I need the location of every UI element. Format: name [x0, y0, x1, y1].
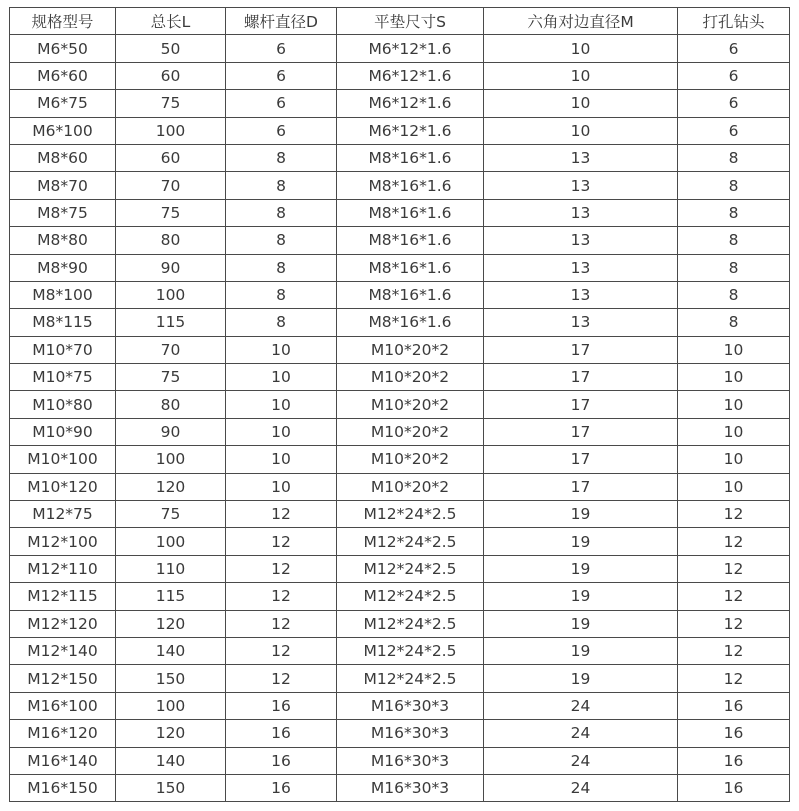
- table-row: [10, 528, 790, 555]
- cell-drill-bit: 6: [678, 62, 790, 89]
- cell-washer-size: M12*24*2.5: [337, 555, 484, 582]
- cell-drill-bit: 12: [678, 501, 790, 528]
- cell-hex-across-flats: 19: [484, 610, 678, 637]
- cell-bolt-diameter: 8: [226, 172, 337, 199]
- table-row: [10, 227, 790, 254]
- table-row: [10, 309, 790, 336]
- cell-model: M10*80: [10, 391, 116, 418]
- table-row: [10, 62, 790, 89]
- cell-bolt-diameter: 8: [226, 309, 337, 336]
- cell-total-length: 150: [116, 774, 226, 801]
- cell-model: M8*90: [10, 254, 116, 281]
- cell-drill-bit: 12: [678, 610, 790, 637]
- cell-total-length: 75: [116, 199, 226, 226]
- cell-washer-size: M16*30*3: [337, 774, 484, 801]
- cell-model: M10*100: [10, 446, 116, 473]
- cell-model: M16*120: [10, 720, 116, 747]
- cell-total-length: 100: [116, 281, 226, 308]
- cell-total-length: 150: [116, 665, 226, 692]
- cell-drill-bit: 8: [678, 227, 790, 254]
- cell-drill-bit: 12: [678, 528, 790, 555]
- cell-hex-across-flats: 10: [484, 117, 678, 144]
- cell-bolt-diameter: 10: [226, 391, 337, 418]
- cell-washer-size: M16*30*3: [337, 747, 484, 774]
- cell-model: M6*60: [10, 62, 116, 89]
- cell-model: M12*115: [10, 583, 116, 610]
- cell-hex-across-flats: 10: [484, 35, 678, 62]
- cell-bolt-diameter: 16: [226, 720, 337, 747]
- cell-drill-bit: 10: [678, 473, 790, 500]
- cell-drill-bit: 12: [678, 637, 790, 664]
- cell-bolt-diameter: 12: [226, 555, 337, 582]
- header-drill-bit: 打孔钻头: [678, 8, 790, 35]
- table-row: [10, 199, 790, 226]
- cell-total-length: 75: [116, 90, 226, 117]
- cell-drill-bit: 16: [678, 720, 790, 747]
- cell-total-length: 115: [116, 309, 226, 336]
- cell-total-length: 80: [116, 391, 226, 418]
- cell-model: M10*120: [10, 473, 116, 500]
- cell-model: M12*150: [10, 665, 116, 692]
- table-row: [10, 446, 790, 473]
- cell-bolt-diameter: 16: [226, 747, 337, 774]
- table-row: [10, 555, 790, 582]
- cell-hex-across-flats: 17: [484, 418, 678, 445]
- cell-washer-size: M8*16*1.6: [337, 199, 484, 226]
- cell-washer-size: M10*20*2: [337, 446, 484, 473]
- cell-model: M12*100: [10, 528, 116, 555]
- cell-hex-across-flats: 24: [484, 692, 678, 719]
- cell-drill-bit: 8: [678, 144, 790, 171]
- cell-washer-size: M10*20*2: [337, 391, 484, 418]
- cell-total-length: 140: [116, 747, 226, 774]
- table-row: [10, 90, 790, 117]
- cell-washer-size: M6*12*1.6: [337, 62, 484, 89]
- cell-bolt-diameter: 6: [226, 35, 337, 62]
- cell-hex-across-flats: 13: [484, 281, 678, 308]
- cell-drill-bit: 8: [678, 199, 790, 226]
- cell-total-length: 80: [116, 227, 226, 254]
- cell-drill-bit: 6: [678, 117, 790, 144]
- header-hex-across-flats: 六角对边直径M: [484, 8, 678, 35]
- cell-hex-across-flats: 13: [484, 254, 678, 281]
- table-row: [10, 35, 790, 62]
- cell-washer-size: M6*12*1.6: [337, 90, 484, 117]
- table-row: [10, 692, 790, 719]
- cell-bolt-diameter: 8: [226, 281, 337, 308]
- cell-bolt-diameter: 16: [226, 692, 337, 719]
- cell-drill-bit: 12: [678, 665, 790, 692]
- cell-total-length: 100: [116, 446, 226, 473]
- cell-bolt-diameter: 10: [226, 418, 337, 445]
- cell-model: M16*150: [10, 774, 116, 801]
- table-row: [10, 583, 790, 610]
- cell-washer-size: M8*16*1.6: [337, 172, 484, 199]
- cell-drill-bit: 8: [678, 254, 790, 281]
- cell-bolt-diameter: 12: [226, 637, 337, 664]
- cell-bolt-diameter: 10: [226, 446, 337, 473]
- table-row: [10, 610, 790, 637]
- cell-total-length: 100: [116, 528, 226, 555]
- cell-model: M8*70: [10, 172, 116, 199]
- cell-hex-across-flats: 24: [484, 747, 678, 774]
- cell-bolt-diameter: 12: [226, 528, 337, 555]
- cell-drill-bit: 10: [678, 336, 790, 363]
- cell-bolt-diameter: 10: [226, 364, 337, 391]
- cell-drill-bit: 8: [678, 172, 790, 199]
- cell-total-length: 140: [116, 637, 226, 664]
- header-total-length: 总长L: [116, 8, 226, 35]
- cell-hex-across-flats: 13: [484, 227, 678, 254]
- cell-model: M6*50: [10, 35, 116, 62]
- cell-washer-size: M12*24*2.5: [337, 528, 484, 555]
- cell-model: M6*75: [10, 90, 116, 117]
- cell-model: M16*100: [10, 692, 116, 719]
- cell-bolt-diameter: 6: [226, 117, 337, 144]
- cell-model: M10*70: [10, 336, 116, 363]
- cell-drill-bit: 8: [678, 281, 790, 308]
- cell-drill-bit: 16: [678, 774, 790, 801]
- cell-washer-size: M12*24*2.5: [337, 665, 484, 692]
- table-body: [10, 35, 790, 802]
- cell-total-length: 90: [116, 418, 226, 445]
- table-row: [10, 281, 790, 308]
- cell-drill-bit: 10: [678, 446, 790, 473]
- cell-drill-bit: 16: [678, 692, 790, 719]
- cell-total-length: 70: [116, 172, 226, 199]
- cell-drill-bit: 12: [678, 555, 790, 582]
- cell-washer-size: M6*12*1.6: [337, 35, 484, 62]
- table-row: [10, 144, 790, 171]
- cell-hex-across-flats: 13: [484, 172, 678, 199]
- table-row: [10, 336, 790, 363]
- cell-bolt-diameter: 6: [226, 62, 337, 89]
- cell-washer-size: M8*16*1.6: [337, 227, 484, 254]
- cell-model: M8*75: [10, 199, 116, 226]
- header-model: 规格型号: [10, 8, 116, 35]
- cell-model: M12*75: [10, 501, 116, 528]
- cell-bolt-diameter: 10: [226, 473, 337, 500]
- cell-hex-across-flats: 19: [484, 665, 678, 692]
- cell-bolt-diameter: 10: [226, 336, 337, 363]
- cell-hex-across-flats: 19: [484, 637, 678, 664]
- cell-hex-across-flats: 19: [484, 528, 678, 555]
- cell-washer-size: M8*16*1.6: [337, 281, 484, 308]
- table-row: [10, 364, 790, 391]
- cell-bolt-diameter: 8: [226, 254, 337, 281]
- cell-drill-bit: 8: [678, 309, 790, 336]
- cell-model: M12*120: [10, 610, 116, 637]
- cell-total-length: 110: [116, 555, 226, 582]
- cell-model: M8*80: [10, 227, 116, 254]
- cell-drill-bit: 10: [678, 418, 790, 445]
- cell-washer-size: M8*16*1.6: [337, 254, 484, 281]
- cell-total-length: 115: [116, 583, 226, 610]
- cell-washer-size: M12*24*2.5: [337, 501, 484, 528]
- cell-model: M6*100: [10, 117, 116, 144]
- cell-total-length: 100: [116, 117, 226, 144]
- table-row: [10, 172, 790, 199]
- spec-table: [9, 7, 790, 802]
- cell-bolt-diameter: 12: [226, 665, 337, 692]
- cell-hex-across-flats: 17: [484, 364, 678, 391]
- cell-washer-size: M12*24*2.5: [337, 610, 484, 637]
- cell-total-length: 120: [116, 720, 226, 747]
- cell-bolt-diameter: 16: [226, 774, 337, 801]
- cell-drill-bit: 10: [678, 391, 790, 418]
- cell-bolt-diameter: 8: [226, 199, 337, 226]
- cell-total-length: 100: [116, 692, 226, 719]
- cell-washer-size: M10*20*2: [337, 336, 484, 363]
- table-row: [10, 747, 790, 774]
- cell-hex-across-flats: 24: [484, 720, 678, 747]
- cell-total-length: 120: [116, 610, 226, 637]
- cell-total-length: 70: [116, 336, 226, 363]
- cell-washer-size: M16*30*3: [337, 720, 484, 747]
- cell-drill-bit: 6: [678, 90, 790, 117]
- cell-bolt-diameter: 8: [226, 227, 337, 254]
- cell-total-length: 90: [116, 254, 226, 281]
- cell-total-length: 60: [116, 144, 226, 171]
- cell-hex-across-flats: 13: [484, 309, 678, 336]
- cell-drill-bit: 12: [678, 583, 790, 610]
- cell-hex-across-flats: 17: [484, 336, 678, 363]
- cell-washer-size: M12*24*2.5: [337, 637, 484, 664]
- cell-washer-size: M16*30*3: [337, 692, 484, 719]
- cell-drill-bit: 10: [678, 364, 790, 391]
- cell-bolt-diameter: 8: [226, 144, 337, 171]
- cell-hex-across-flats: 13: [484, 144, 678, 171]
- cell-model: M12*140: [10, 637, 116, 664]
- cell-model: M16*140: [10, 747, 116, 774]
- cell-washer-size: M10*20*2: [337, 364, 484, 391]
- cell-hex-across-flats: 19: [484, 501, 678, 528]
- table-row: [10, 774, 790, 801]
- table-row: [10, 637, 790, 664]
- cell-hex-across-flats: 17: [484, 473, 678, 500]
- spec-sheet: [9, 7, 790, 802]
- cell-hex-across-flats: 13: [484, 199, 678, 226]
- header-washer-size: 平垫尺寸S: [337, 8, 484, 35]
- cell-bolt-diameter: 12: [226, 583, 337, 610]
- cell-washer-size: M10*20*2: [337, 418, 484, 445]
- cell-hex-across-flats: 19: [484, 583, 678, 610]
- cell-model: M12*110: [10, 555, 116, 582]
- cell-hex-across-flats: 17: [484, 391, 678, 418]
- table-row: [10, 665, 790, 692]
- cell-washer-size: M8*16*1.6: [337, 309, 484, 336]
- cell-total-length: 75: [116, 364, 226, 391]
- cell-model: M8*100: [10, 281, 116, 308]
- cell-bolt-diameter: 6: [226, 90, 337, 117]
- cell-bolt-diameter: 12: [226, 501, 337, 528]
- cell-model: M10*90: [10, 418, 116, 445]
- header-bolt-diameter: 螺杆直径D: [226, 8, 337, 35]
- cell-hex-across-flats: 10: [484, 62, 678, 89]
- cell-bolt-diameter: 12: [226, 610, 337, 637]
- table-row: [10, 720, 790, 747]
- cell-model: M8*60: [10, 144, 116, 171]
- cell-washer-size: M6*12*1.6: [337, 117, 484, 144]
- cell-model: M8*115: [10, 309, 116, 336]
- table-row: [10, 501, 790, 528]
- table-row: [10, 391, 790, 418]
- cell-washer-size: M8*16*1.6: [337, 144, 484, 171]
- table-row: [10, 254, 790, 281]
- cell-hex-across-flats: 10: [484, 90, 678, 117]
- table-row: [10, 418, 790, 445]
- table-row: [10, 117, 790, 144]
- cell-total-length: 120: [116, 473, 226, 500]
- header-row: [10, 8, 790, 35]
- cell-total-length: 50: [116, 35, 226, 62]
- cell-washer-size: M12*24*2.5: [337, 583, 484, 610]
- cell-drill-bit: 6: [678, 35, 790, 62]
- table-row: [10, 473, 790, 500]
- cell-total-length: 75: [116, 501, 226, 528]
- cell-washer-size: M10*20*2: [337, 473, 484, 500]
- cell-hex-across-flats: 17: [484, 446, 678, 473]
- cell-total-length: 60: [116, 62, 226, 89]
- cell-hex-across-flats: 19: [484, 555, 678, 582]
- cell-drill-bit: 16: [678, 747, 790, 774]
- cell-model: M10*75: [10, 364, 116, 391]
- cell-hex-across-flats: 24: [484, 774, 678, 801]
